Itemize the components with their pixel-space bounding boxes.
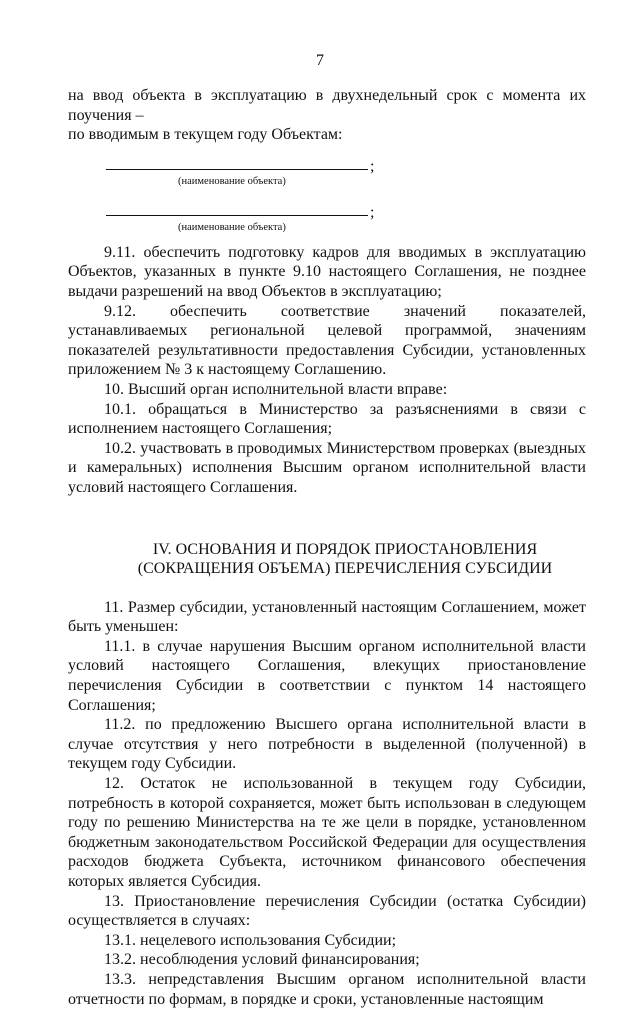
blank-caption: (наименование объекта): [178, 175, 286, 187]
blank-semicolon: ;: [370, 157, 375, 175]
intro-line-2: по вводимым в текущем году Объектам:: [68, 126, 343, 144]
object-name-blank-2: [68, 203, 586, 243]
blank-semicolon: ;: [370, 203, 375, 221]
paragraph-12: 12. Остаток не использованной в текущем году Субсидии, потребность в которой сохраняется, может быть использован в следующем году по решению Министерства на те же цели в порядке, установленном бюджетным законодательством Российской Федерации для осуществления расходов бюджета Субъекта, источником финансового обеспечения которых является Субсидия.: [68, 775, 586, 890]
page-number: 7: [316, 52, 324, 69]
paragraph-11-2: 11.2. по предложению Высшего органа исполнительной власти в случае отсутствия у него потребности в выделенной (полученной) в текущем году Субсидии.: [68, 716, 586, 773]
object-name-blank-1: [68, 157, 586, 203]
section-heading-line-2: (СОКРАЩЕНИЯ ОБЪЕМА) ПЕРЕЧИСЛЕНИЯ СУБСИДИИ: [137, 560, 553, 578]
paragraph-10-1: 10.1. обращаться в Министерство за разъяснениями в связи с исполнением настоящего Соглашения;: [68, 400, 586, 438]
blank-underline: [106, 215, 368, 216]
paragraph-11: 11. Размер субсидии, установленный настоящим Соглашением, может быть уменьшен:: [68, 598, 586, 636]
paragraph-9-12: 9.12. обеспечить соответствие значений показателей, устанавливаемых региональной целевой программой, значениям показателей результативности предоставления Субсидии, установленных приложением № 3 к настоящему Соглашению.: [68, 302, 586, 379]
document-body: [68, 86, 586, 1009]
paragraph-13: 13. Приостановление перечисления Субсидии (остатка Субсидии) осуществляется в случаях:: [68, 892, 586, 930]
paragraph-13-2: 13.2. несоблюдения условий финансирования;: [104, 951, 420, 969]
paragraph-10: 10. Высший орган исполнительной власти вправе:: [104, 380, 448, 398]
paragraph-10-2: 10.2. участвовать в проводимых Министерством проверках (выездных и камеральных) исполнения Высшим органом исполнительной власти условий настоящего Соглашения.: [68, 439, 586, 496]
section-heading-line-1: IV. ОСНОВАНИЯ И ПОРЯДОК ПРИОСТАНОВЛЕНИЯ: [152, 540, 538, 558]
intro-line-1: на ввод объекта в эксплуатацию в двухнедельный срок с момента их поучения –: [68, 87, 586, 124]
paragraph-13-1: 13.1. нецелевого использования Субсидии;: [104, 931, 397, 949]
paragraph-13-3: 13.3. непредставления Высшим органом исполнительной власти отчетности по формам, в порядке и сроки, установленные настоящим: [68, 970, 586, 1008]
blank-underline: [106, 169, 368, 170]
paragraph-9-11: 9.11. обеспечить подготовку кадров для вводимых в эксплуатацию Объектов, указанных в пункте 9.10 настоящего Соглашения, не позднее выдачи разрешений на ввод Объектов в эксплуатацию;: [68, 243, 586, 300]
section-heading: [68, 540, 586, 579]
blank-caption: (наименование объекта): [178, 221, 286, 233]
paragraph-11-1: 11.1. в случае нарушения Высшим органом исполнительной власти условий настоящего Соглашения, влекущих приостановление перечисления Субсидии в соответствии с пунктом 14 настоящего Соглашения;: [68, 637, 586, 714]
